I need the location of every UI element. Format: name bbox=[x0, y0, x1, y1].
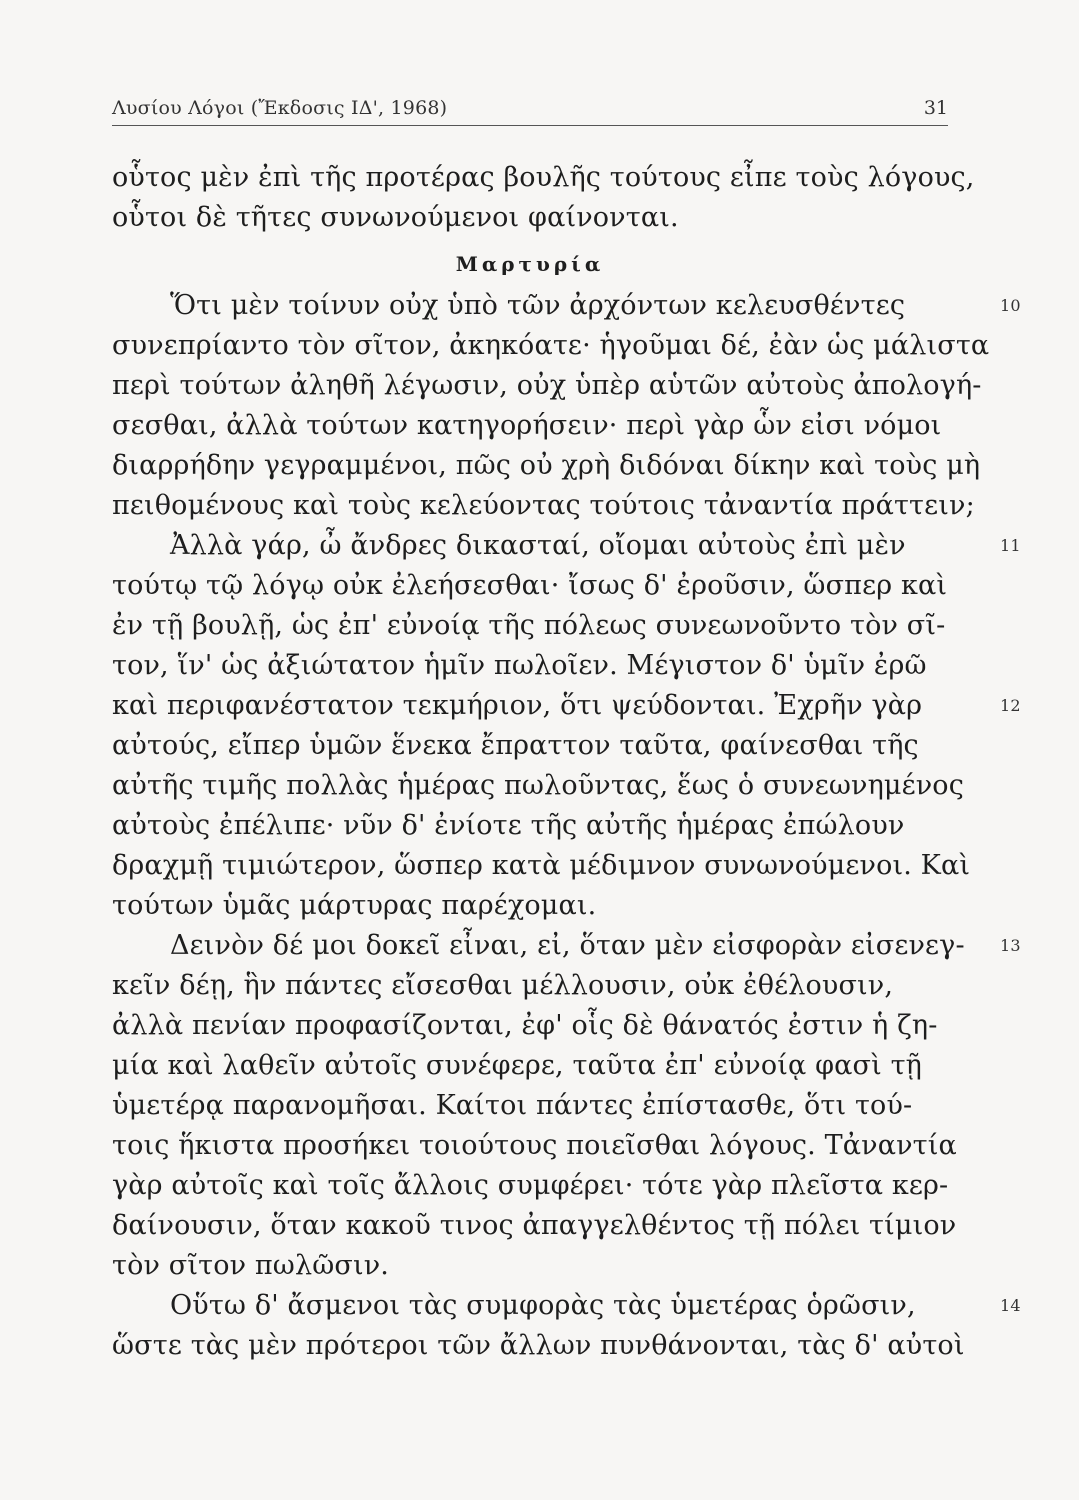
text-line-content: Ὅτι μὲν τοίνυν οὐχ ὑπὸ τῶν ἀρχόντων κελευσθέντες bbox=[170, 290, 906, 321]
text-line-content: Οὕτω δ' ἄσμενοι τὰς συμφορὰς τὰς ὑμετέρας ὁρῶσιν, bbox=[170, 1290, 916, 1321]
section-number: 11 bbox=[1000, 536, 1021, 555]
text-line: γὰρ αὐτοῖς καὶ τοῖς ἄλλοις συμφέρει· τότε γὰρ πλεῖστα κερ- bbox=[112, 1170, 949, 1201]
text-line: συνεπρίαντο τὸν σῖτον, ἀκηκόατε· ἡγοῦμαι δέ, ἐὰν ὡς μάλιστα bbox=[112, 330, 990, 361]
section-number: 13 bbox=[1000, 936, 1021, 955]
text-line: τον, ἵν' ὡς ἀξιώτατον ἡμῖν πωλοῖεν. Μέγιστον δ' ὑμῖν ἐρῶ bbox=[112, 650, 927, 681]
text-line bbox=[112, 286, 1021, 326]
text-line: κεῖν δέῃ, ἣν πάντες εἴσεσθαι μέλλουσιν, οὐκ ἐθέλουσιν, bbox=[112, 970, 894, 1001]
text-line: αὐτῆς τιμῆς πολλὰς ἡμέρας πωλοῦντας, ἕως ὁ συνεωνημένος bbox=[112, 770, 964, 801]
text-line: τούτῳ τῷ λόγῳ οὐκ ἐλεήσεσθαι· ἴσως δ' ἐροῦσιν, ὥσπερ καὶ bbox=[112, 570, 948, 601]
text-line bbox=[112, 686, 1021, 726]
text-line: ἐν τῇ βουλῇ, ὡς ἐπ' εὐνοίᾳ τῆς πόλεως συνεωνοῦντο τὸν σῖ- bbox=[112, 610, 946, 641]
text-line: ἀλλὰ πενίαν προφασίζονται, ἐφ' οἷς δὲ θάνατός ἐστιν ἡ ζη- bbox=[112, 1010, 938, 1041]
text-line: δαίνουσιν, ὅταν κακοῦ τινος ἀπαγγελθέντος τῇ πόλει τίμιον bbox=[112, 1210, 957, 1241]
text-line: αὐτοὺς ἐπέλιπε· νῦν δ' ἐνίοτε τῆς αὐτῆς ἡμέρας ἐπώλουν bbox=[112, 810, 905, 841]
text-line: τούτων ὑμᾶς μάρτυρας παρέχομαι. bbox=[112, 890, 597, 921]
text-line: ὥστε τὰς μὲν πρότεροι τῶν ἄλλων πυνθάνονται, τὰς δ' αὐτοὶ bbox=[112, 1330, 965, 1361]
section-number: 14 bbox=[1000, 1296, 1021, 1315]
text-line: σεσθαι, ἀλλὰ τούτων κατηγορήσειν· περὶ γὰρ ὧν εἰσι νόμοι bbox=[112, 410, 942, 441]
text-line bbox=[112, 1286, 1021, 1326]
text-line: τοις ἥκιστα προσήκει τοιούτους ποιεῖσθαι λόγους. Τἀναντία bbox=[112, 1130, 957, 1161]
running-header-title: Λυσίου Λόγοι (Ἔκδοσις ΙΔ', 1968) bbox=[112, 97, 448, 119]
section-number: 10 bbox=[1000, 296, 1021, 315]
text-line: δραχμῇ τιμιώτερον, ὥσπερ κατὰ μέδιμνον συνωνούμενοι. Καὶ bbox=[112, 850, 971, 881]
text-line: οὗτοι δὲ τῆτες συνωνούμενοι φαίνονται. bbox=[112, 202, 679, 233]
text-line bbox=[112, 926, 1021, 966]
section-number: 12 bbox=[1000, 696, 1021, 715]
text-line: πειθομένους καὶ τοὺς κελεύοντας τούτοις τἀναντία πράττειν; bbox=[112, 490, 975, 521]
running-header bbox=[112, 95, 948, 126]
text-line-content: Δεινὸν δέ μοι δοκεῖ εἶναι, εἰ, ὅταν μὲν εἰσφορὰν εἰσενεγ- bbox=[170, 930, 965, 961]
body-text bbox=[112, 158, 1021, 1366]
text-line: διαρρήδην γεγραμμένοι, πῶς οὐ χρὴ διδόναι δίκην καὶ τοὺς μὴ bbox=[112, 450, 981, 481]
text-line: αὐτούς, εἴπερ ὑμῶν ἕνεκα ἔπραττον ταῦτα, φαίνεσθαι τῆς bbox=[112, 730, 919, 761]
text-line-content: Ἀλλὰ γάρ, ὦ ἄνδρες δικασταί, οἴομαι αὐτοὺς ἐπὶ μὲν bbox=[170, 530, 906, 561]
page-number: 31 bbox=[923, 97, 948, 119]
text-line: οὗτος μὲν ἐπὶ τῆς προτέρας βουλῆς τούτους εἶπε τοὺς λόγους, bbox=[112, 162, 975, 193]
text-line: περὶ τούτων ἀληθῆ λέγωσιν, οὐχ ὑπὲρ αὑτῶν αὐτοὺς ἀπολογή- bbox=[112, 370, 982, 401]
text-line-content: καὶ περιφανέστατον τεκμήριον, ὅτι ψεύδονται. Ἐχρῆν γὰρ bbox=[112, 690, 923, 721]
text-line bbox=[112, 526, 1021, 566]
section-heading: Μαρτυρία bbox=[455, 252, 605, 276]
text-line: μία καὶ λαθεῖν αὐτοῖς συνέφερε, ταῦτα ἐπ' εὐνοίᾳ φασὶ τῇ bbox=[112, 1050, 922, 1081]
text-line: ὑμετέρᾳ παρανομῆσαι. Καίτοι πάντες ἐπίστασθε, ὅτι τού- bbox=[112, 1090, 913, 1121]
text-line: τὸν σῖτον πωλῶσιν. bbox=[112, 1250, 389, 1281]
